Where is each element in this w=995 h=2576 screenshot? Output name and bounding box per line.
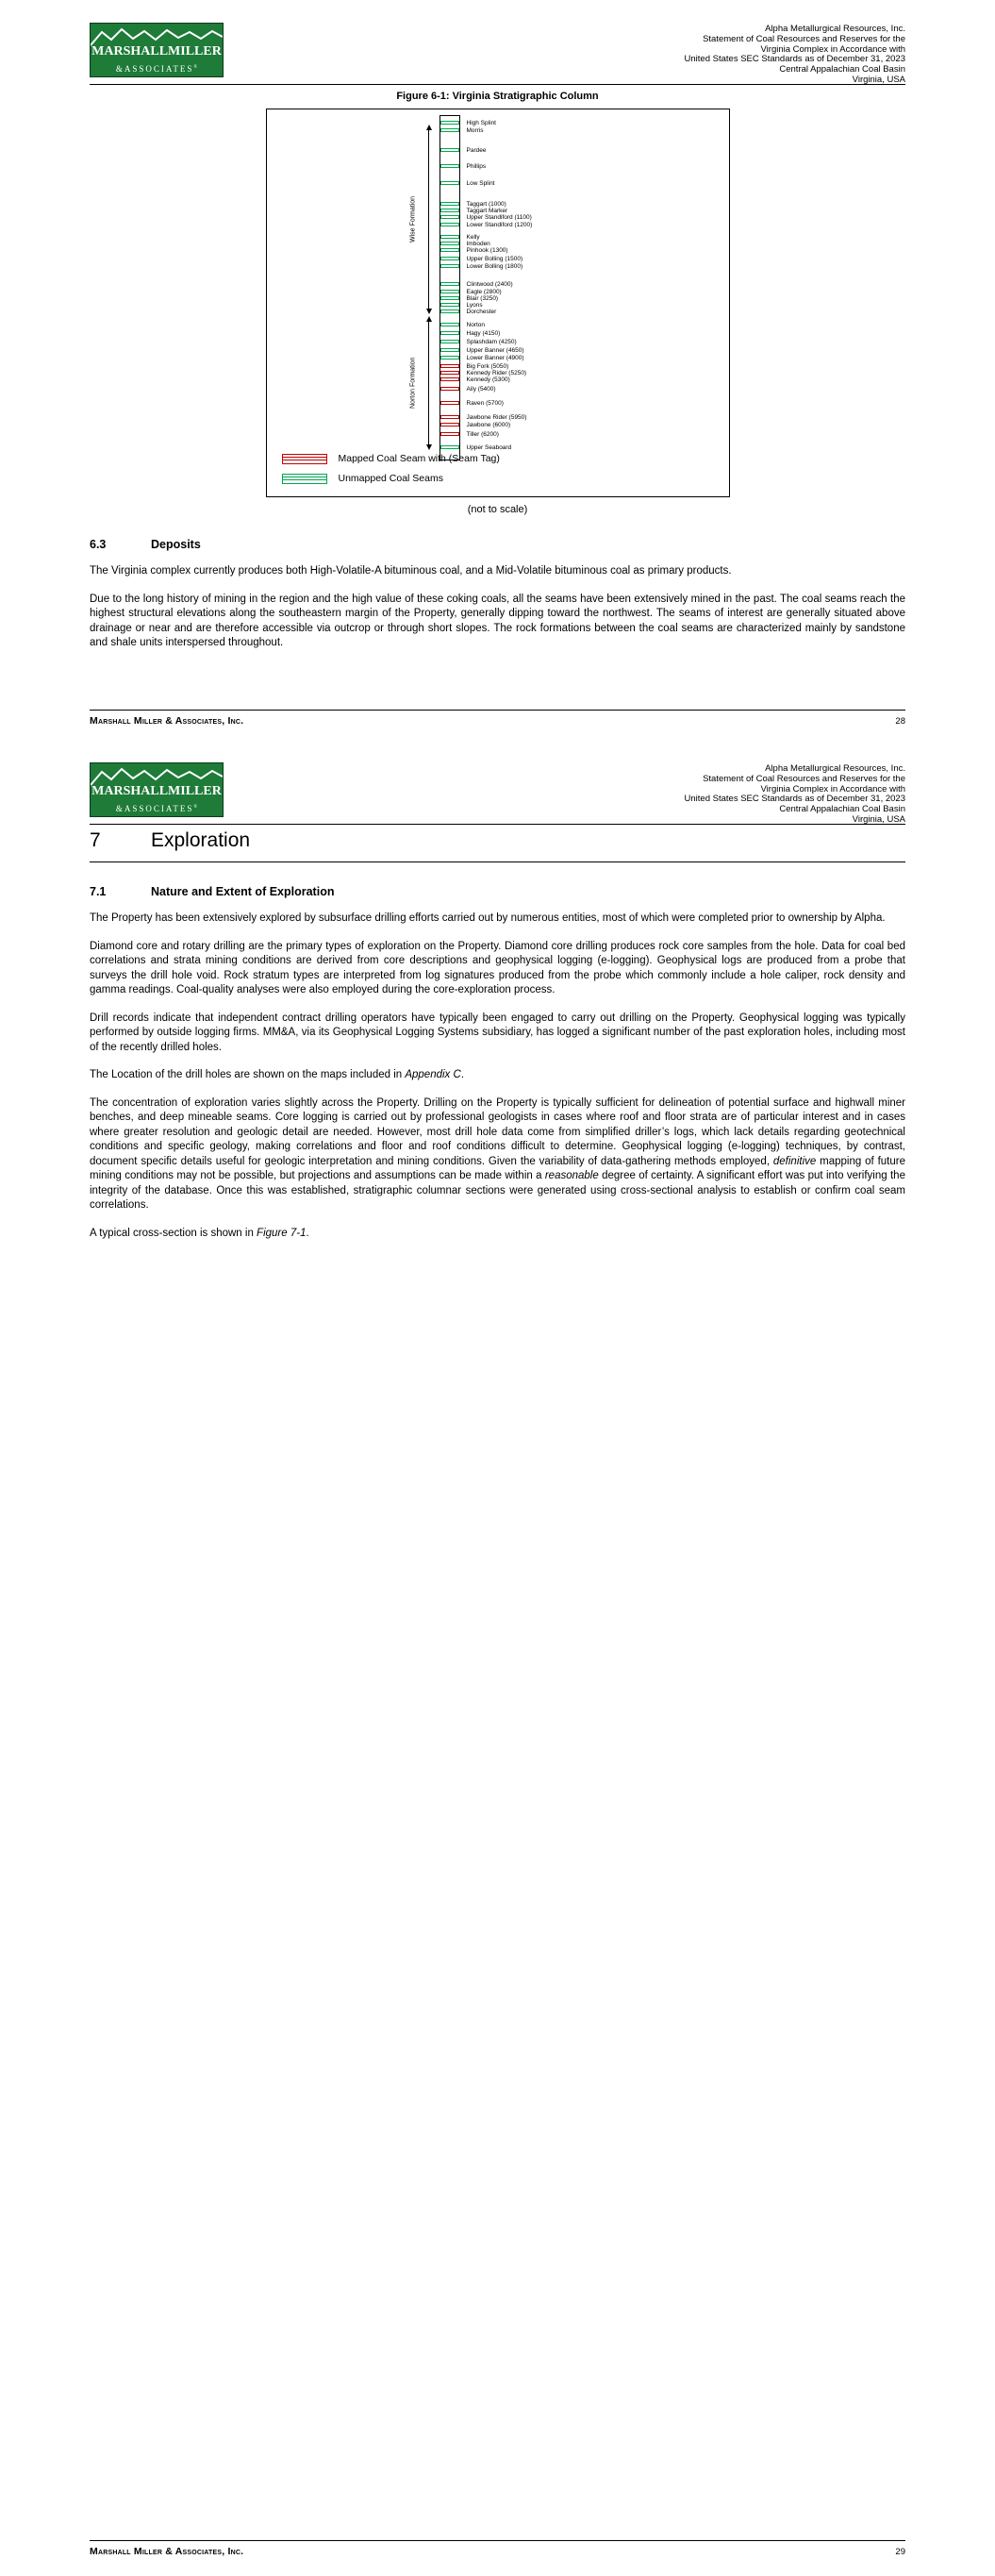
seam-label-lyons: Lyons (466, 302, 483, 309)
seam-band-lyons (440, 303, 459, 307)
section-title: Deposits (151, 538, 201, 551)
header-line: United States SEC Standards as of December 31, 2023 (684, 54, 905, 65)
seam-label-pardee: Pardee (466, 147, 487, 154)
seam-band-upper-seaboard (440, 445, 459, 449)
header-line: Alpha Metallurgical Resources, Inc. (765, 763, 905, 774)
seam-label-dorchester: Dorchester (466, 309, 497, 315)
registered-mark: ® (193, 805, 198, 810)
seam-band-splashdam-4250 (440, 340, 459, 343)
strat-column-figure (266, 109, 730, 497)
arrow-up-icon (426, 125, 432, 130)
bracket-line (428, 126, 429, 312)
header-line: Statement of Coal Resources and Reserves for the (703, 33, 905, 44)
seam-band-kelly (440, 235, 459, 239)
seam-label-imboden: Imboden (466, 241, 490, 247)
seam-label-raven-5700: Raven (5700) (466, 400, 504, 407)
company-logo (90, 762, 224, 817)
footer-company: Marshall Miller & Associates, Inc. (90, 715, 244, 727)
logo-text-sub (91, 64, 223, 74)
seam-label-splashdam-4250: Splashdam (4250) (466, 339, 517, 345)
seam-band-pardee (440, 148, 459, 152)
seam-band-blair-3250 (440, 296, 459, 300)
seam-band-high-splint (440, 121, 459, 125)
header-line: Virginia Complex in Accordance with (760, 43, 905, 55)
header-line: Virginia Complex in Accordance with (760, 783, 905, 795)
arrow-down-icon (426, 444, 432, 450)
seam-label-aily-5400: Aily (5400) (466, 386, 496, 393)
chapter-number: 7 (90, 829, 101, 851)
document-page-2 (0, 745, 995, 2576)
section-heading-nature-extent (90, 885, 905, 898)
paragraph: The Property has been extensively explored by subsurface drilling efforts carried out by numerous entities, most of which were completed prior to ownership by Alpha. (90, 912, 886, 924)
logo-text-main: MARSHALLMILLER (91, 784, 222, 798)
page1-content (90, 91, 905, 651)
paragraph (90, 1068, 905, 1083)
seam-label-upper-standiford-1100: Upper Standiford (1100) (466, 214, 532, 221)
report-title-block (685, 762, 905, 826)
seam-band-upper-banner-4650 (440, 348, 459, 352)
section-number: 6.3 (90, 538, 107, 551)
seam-label-pinhook-1300: Pinhook (1300) (466, 247, 508, 254)
seam-label-kennedy-rider-5250: Kennedy Rider (5250) (466, 370, 527, 376)
paragraph: Due to the long history of mining in the region and the high value of these coking coals, all the seams have been extensively mined in the past. The coal seams reach the highest structural elevations along the southeastern margin of the Property, generally dipping toward the northwest. The seams of interest are generally situated above drainage or near and are therefore accessible via outcrop or through short slopes. The rock formations between the coal seams are characterized mainly by sandstone and shale units interspersed throughout. (90, 593, 905, 648)
seam-band-taggart-1000 (440, 202, 459, 206)
text-segment-italic: definitive (772, 1155, 817, 1167)
seam-band-lower-banner-4900 (440, 356, 459, 360)
text-segment-italic: Appendix C (405, 1069, 461, 1080)
seam-band-morris (440, 128, 459, 132)
section-heading-deposits (90, 538, 905, 551)
seam-label-taggart-marker: Taggart Marker (466, 208, 508, 214)
text-segment: degree of certainty. A significant effort was put into verifying the integrity of the database. Once this was established, stratigraphic columnar sections were generated using cross-sectional analysis to establish or confirm coal seam correlations. (90, 1170, 905, 1211)
seam-band-lower-bolling-1800 (440, 264, 459, 268)
chapter-title: Exploration (151, 829, 251, 851)
seam-label-phillips: Phillips (466, 163, 487, 170)
chapter-heading-exploration (90, 829, 905, 862)
registered-mark: ® (193, 65, 198, 70)
seam-band-big-fork-5050 (440, 364, 459, 368)
seam-label-upper-banner-4650: Upper Banner (4650) (466, 347, 524, 354)
document-page-1 (0, 0, 995, 745)
seam-label-high-splint: High Splint (466, 120, 496, 126)
seam-label-clintwood-2400: Clintwood (2400) (466, 281, 513, 288)
text-segment: mapping of future mining conditions may not be possible, but projections and assumptions can be made within a (90, 1155, 906, 1181)
seam-band-jawbone-rider-5950 (440, 415, 459, 419)
seam-band-tiller-6200 (440, 432, 459, 436)
seam-band-taggart-marker (440, 209, 459, 212)
bracket-line (428, 318, 429, 448)
page-number: 28 (895, 716, 905, 727)
arrow-down-icon (426, 309, 432, 314)
page-footer (90, 2540, 905, 2557)
text-segment-italic: reasonable (544, 1170, 599, 1181)
report-title-block (685, 23, 905, 86)
legend-label: Unmapped Coal Seams (338, 473, 443, 484)
seam-band-kennedy-rider-5250 (440, 371, 459, 375)
seam-label-lower-banner-4900: Lower Banner (4900) (466, 355, 524, 361)
header-line: Central Appalachian Coal Basin (779, 804, 905, 815)
header-line: Virginia, USA (852, 74, 905, 85)
seam-label-upper-seaboard: Upper Seaboard (466, 444, 512, 451)
logo-associates: &ASSOCIATES (115, 64, 194, 74)
seam-band-low-splint (440, 181, 459, 185)
arrow-up-icon (426, 316, 432, 322)
section-title: Nature and Extent of Exploration (151, 885, 335, 898)
seam-band-phillips (440, 164, 459, 168)
section-number: 7.1 (90, 885, 107, 898)
seam-label-hagy-4150: Hagy (4150) (466, 330, 501, 337)
seam-label-kennedy-5300: Kennedy (5300) (466, 376, 510, 383)
legend-item-unmapped (282, 473, 443, 484)
paragraph: Diamond core and rotary drilling are the primary types of exploration on the Property. Diamond core drilling produces rock core samples from the hole. Data for coal bed correlations and strata mining conditions are derived from core descriptions and geophysical logging (e-logging). Geophysical logs are produced from a probe that surveys the drill hole void. Rock stratum types are interpreted from log signatures produced from the probe which commonly include a hole caliper, rock density and gamma readings. Coal-quality analyses were also employed during the core-exploration process. (90, 940, 905, 995)
seam-band-raven-5700 (440, 401, 459, 405)
seam-band-eagle-2800 (440, 290, 459, 293)
formation-label: Wise Formation (409, 196, 416, 243)
seam-label-jawbone-rider-5950: Jawbone Rider (5950) (466, 414, 527, 421)
formation-bracket-wise-formation (405, 125, 437, 314)
seam-band-clintwood-2400 (440, 282, 459, 286)
logo-text-main: MARSHALLMILLER (91, 44, 222, 59)
seam-band-aily-5400 (440, 387, 459, 391)
seam-label-tiller-6200: Tiller (6200) (466, 431, 499, 438)
seam-band-kennedy-5300 (440, 377, 459, 381)
seam-band-jawbone-6000 (440, 423, 459, 427)
seam-band-upper-standiford-1100 (440, 215, 459, 219)
text-segment: The concentration of exploration varies slightly across the Property. Drilling on the Property is typically sufficient for delineation of potential surface and highwall miner benches, and deep mineable seams. Core logging is carried out by professional geologists in cases where roof and floor strata are of particular interest and in cases where greater resolution and geologic detail are needed. However, most drill hole data come from simplified driller’s logs, which lack details regarding geotechnical conditions and specific geology, making correlations and floor and roof conditions difficult to determine. Geophysical logging (e-logging) techniques, by contrast, document specific details useful for geologic interpretation and mining conditions. Given the variability of data-gathering methods employed, (90, 1096, 905, 1167)
seam-band-lower-standiford-1200 (440, 223, 459, 226)
formation-label: Norton Formation (409, 357, 416, 410)
seam-band-imboden (440, 242, 459, 245)
logo-text-sub (91, 804, 223, 813)
seam-label-upper-bolling-1500: Upper Bolling (1500) (466, 256, 523, 262)
paragraph (90, 1227, 905, 1242)
page-number: 29 (895, 2547, 905, 2557)
page2-content (90, 827, 905, 1241)
seam-label-lower-standiford-1200: Lower Standiford (1200) (466, 222, 533, 228)
seam-label-low-splint: Low Splint (466, 180, 495, 187)
seam-band-pinhook-1300 (440, 248, 459, 252)
figure-scale-note: (not to scale) (467, 504, 528, 515)
text-segment: . (460, 1069, 465, 1080)
seam-label-jawbone-6000: Jawbone (6000) (466, 422, 511, 428)
header-line: United States SEC Standards as of December 31, 2023 (684, 794, 905, 805)
seam-band-hagy-4150 (440, 331, 459, 335)
mapped-seam-swatch (282, 454, 327, 464)
header-line: Alpha Metallurgical Resources, Inc. (765, 24, 905, 34)
seam-label-norton: Norton (466, 322, 486, 328)
seam-label-big-fork-5050: Big Fork (5050) (466, 363, 509, 370)
header-line: Statement of Coal Resources and Reserves for the (703, 773, 905, 784)
header-line: Central Appalachian Coal Basin (779, 64, 905, 75)
page-header (90, 23, 905, 85)
text-segment: . (306, 1227, 309, 1239)
figure-caption: Figure 6-1: Virginia Stratigraphic Column (396, 91, 599, 102)
text-segment: A typical cross-section is shown in (90, 1227, 257, 1239)
paragraph: Drill records indicate that independent contract drilling operators have typically been engaged to carry out drilling on the Property. Geophysical logging was typically performed by outside logging firms. MM&A, via its Geophysical Logging Systems subsidiary, has logged a significant number of the past exploration holes, including most of the recently drilled holes. (90, 1012, 905, 1053)
paragraph: The Virginia complex currently produces both High-Volatile-A bituminous coal, and a Mid-Volatile bituminous coal as primary products. (90, 565, 732, 577)
footer-company: Marshall Miller & Associates, Inc. (90, 2546, 244, 2557)
company-logo (90, 23, 224, 77)
seam-label-blair-3250: Blair (3250) (466, 295, 499, 302)
seam-label-morris: Morris (466, 127, 484, 134)
seam-label-taggart-1000: Taggart (1000) (466, 201, 506, 208)
legend-item-mapped (282, 453, 500, 464)
seam-label-kelly: Kelly (466, 234, 480, 241)
unmapped-seam-swatch (282, 474, 327, 484)
seam-label-lower-bolling-1800: Lower Bolling (1800) (466, 263, 523, 270)
seam-band-upper-bolling-1500 (440, 257, 459, 260)
paragraph (90, 1096, 905, 1213)
seam-label-eagle-2800: Eagle (2800) (466, 289, 502, 295)
page-footer (90, 710, 905, 727)
legend-label: Mapped Coal Seam with (Seam Tag) (338, 453, 500, 464)
formation-bracket-norton-formation (405, 316, 437, 450)
seam-band-dorchester (440, 309, 459, 313)
page-header (90, 762, 905, 825)
logo-associates: &ASSOCIATES (115, 804, 194, 813)
seam-band-norton (440, 323, 459, 326)
text-segment: The Location of the drill holes are shown on the maps included in (90, 1069, 406, 1080)
text-segment-italic: Figure 7-1 (257, 1227, 307, 1239)
header-line: Virginia, USA (852, 813, 905, 825)
